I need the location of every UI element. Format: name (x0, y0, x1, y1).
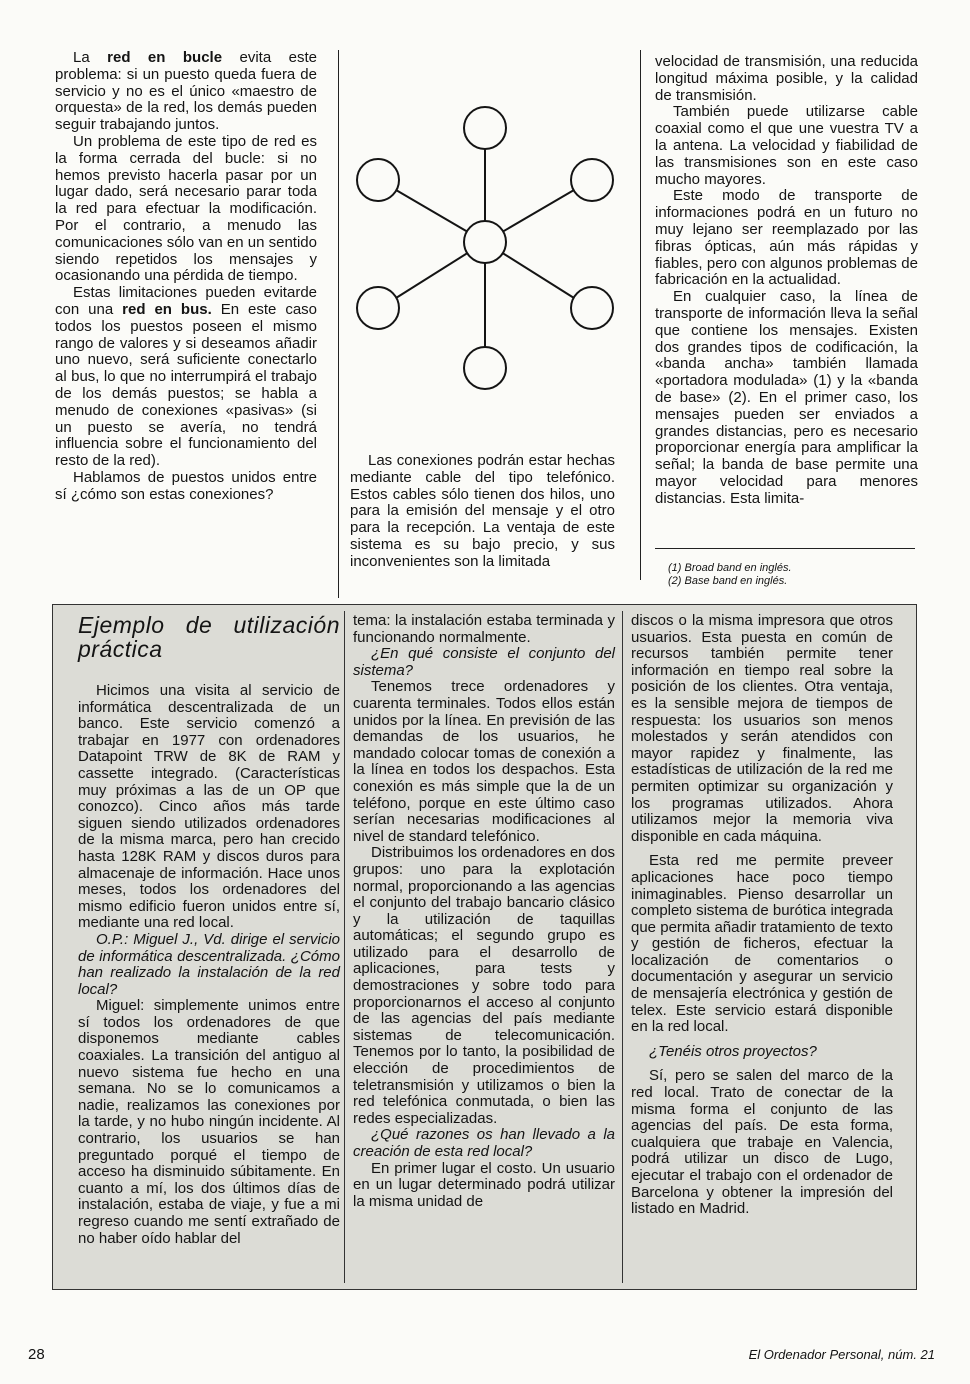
interview-question: ¿En qué consiste el conjunto del sistema? (353, 645, 615, 679)
paragraph: En primer lugar el costo. Un usuario en un lugar determinado podrá utilizar la misma unidad de (353, 1159, 615, 1210)
page-number: 28 (28, 1346, 45, 1363)
paragraph: La red en bucle evita este problema: si un puesto queda fuera de servicio y no es el único «maestro de orquesta» de la red, los demás pueden seguir trabajando juntos. (55, 49, 317, 134)
column-rule (344, 611, 345, 1283)
footnote: (1) Broad band en inglés. (668, 562, 792, 574)
interview-question: O.P.: Miguel J., Vd. dirige el servicio de informática descentralizada. ¿Cómo han realizado la instalación de la red local? (78, 930, 340, 998)
footnote-rule (655, 548, 915, 549)
interview-question: ¿Qué razones os han llevado a la creación de esta red local? (353, 1126, 615, 1160)
running-footer: El Ordenador Personal, núm. 21 (748, 1347, 935, 1362)
paragraph: Esta red me permite preveer aplicaciones hace poco tiempo inimaginables. Pienso desarrollar un completo sistema de burótica integrada que permita añadir tratamiento de texto y gestión de ficheros, efectuar la localización de comentarios o documentación y asegurar un servicio de mensajería electrónica y gestión de telex. Este servicio estará disponible en la red local. (631, 852, 893, 1036)
paragraph: Un problema de este tipo de red es la forma cerrada del bucle: si no hemos previsto hacerla pasar por un lugar dado, será necesario parar toda la red para efectuar la modificación. Por el contrario, a menudo las comunicaciones sólo van en un sentido siendo repetidos los mensajes y ocasionando una pérdida de tiempo. (55, 132, 317, 285)
paragraph: discos o la misma impresora que otros usuarios. Esta puesta en común de recursos también permite tener información en tiempo real sobre la posición de los clientes. Otra ventaja, es la sensible mejora de tiempos de respuesta: los usuarios son menos molestados y serán atendidos con mayor rapidez y finalmente, las estadísticas de utilización de la red me permiten optimizar su organización y los programas utilizados. Ahora utilizamos mejor la memoria viva disponible en cada máquina. (631, 612, 893, 845)
paragraph: También puede utilizarse cable coaxial como el que une vuestra TV a la antena. La velocidad y fiabilidad de las transmisiones son en este caso mucho mayores. (655, 103, 918, 188)
network-node (357, 159, 399, 201)
paragraph: Distribuimos los ordenadores en dos grupos: uno para la explotación normal, proporcionando a las agencias el conjunto del trabajo bancario clásico y la utilización de taquillas automáticas; el segundo grupo es utilizado para el desarrollo de aplicaciones, para tests y demostraciones y sobre todo para proporcionarnos el acceso al conjunto de las agencias del país mediante sistemas de telecomunicación. Tenemos por lo tanto, la posibilidad de elección de procedimientos de teletransmisión y utilizamos o bien la red telefónica conmutada, o bien las redes especializadas. (353, 844, 615, 1127)
network-node (464, 347, 506, 389)
paragraph: Hicimos una visita al servicio de informática descentralizada de un banco. Este servicio comenzó a trabajar en 1977 con ordenadores Datapoint TRW de 8K de RAM y cassette integrado. (Características muy próximas a las de un OP que conozco). Cinco años más tarde siguen siendo utilizados ordenadores de la misma marca, pero han crecido hasta 128K RAM y discos duros para almacenaje de información. Hace unos meses, todos los ordenadores del mismo edificio fueron unidos entre sí, mediante una red local. (78, 682, 340, 932)
paragraph: En cualquier caso, la línea de transporte de información lleva la señal que contiene los mensajes. Existen dos grandes tipos de codificación, la «banda ancha» también llamada «portadora modulada» (1) y la «banda de base» (2). En el primer caso, los mensajes pueden ser enviados a grandes distancias, pero es necesario proporcionar energía para amplificar la señal; la banda de base permite una mayor velocidad para menores distancias. Esta limita- (655, 288, 918, 507)
network-hub-node (464, 221, 506, 263)
paragraph: Miguel: simplemente unimos entre sí todos los ordenadores de que disponemos mediante cables coaxiales. La transición del antiguo al nuevo sistema fue hecho en una semana. No se lo comunicamos a nadie, realizamos las conexiones por la tarde, y no hubo ningún incidente. Al contrario, los usuarios se han preguntado porqué el tiempo de acceso ha disminuido súbitamente. En cuanto a mí, los dos últimos días de instalación, estaba de viaje, y fue a mi regreso cuando me sentí extrañado de no haber oído hablar del (78, 997, 340, 1247)
paragraph: Hablamos de puestos unidos entre sí ¿cómo son estas conexiones? (55, 468, 317, 503)
star-network-diagram (352, 96, 618, 396)
network-node (464, 107, 506, 149)
box-column-3 (631, 613, 893, 1218)
footnotes (668, 562, 918, 588)
practical-example-box (52, 604, 917, 1290)
column-rule (338, 50, 339, 598)
network-node (357, 287, 399, 329)
paragraph: Las conexiones podrán estar hechas mediante cable del tipo telefónico. Estos cables sólo tienen dos hilos, uno para la emisión del mensaje y el otro para la recepción. La ventaja de este sistema es su bajo precio, y sus inconvenientes son la limitada (350, 452, 615, 570)
network-node (571, 159, 613, 201)
column-rule (640, 50, 641, 580)
box-column-2 (353, 613, 615, 1210)
paragraph: Estas limitaciones pueden evitarde con una red en bus. En este caso todos los puestos poseen el mismo rango de valores y si deseamos añadir uno nuevo, será suficiente conectarlo al bus, lo que no interrumpirá el trabajo de los demás puestos; se habla a menudo de conexiones «pasivas» (si un puesto se avería, no tendrá influencia sobre el funcionamiento del resto de la red). (55, 284, 318, 470)
article-column-3 (655, 54, 918, 508)
paragraph: Este modo de transporte de informaciones podrá en un futuro no muy lejano ser reemplazado por las fibras ópticas, aún más rápidas y fiables, pero con algunos problemas de fabricación en la actualidad. (655, 187, 918, 289)
box-title: Ejemplo de utilización práctica (78, 612, 340, 662)
paragraph: tema: la instalación estaba terminada y funcionando normalmente. (353, 612, 615, 646)
footnote: (2) Base band en inglés. (668, 575, 788, 587)
paragraph: Sí, pero se salen del marco de la red local. Trato de conectar de la misma forma el conjunto de las agencias del país. De esta forma, cualquiera que trabaje en Valencia, podrá utilizar un disco de Lugo, ejecutar el trabajo con el ordenador de Barcelona y obtener la impresión del listado en Madrid. (631, 1067, 893, 1218)
paragraph: Tenemos trece ordenadores y cuarenta terminales. Todos ellos están unidos por la línea. En previsión de las demandas de los usuarios, he mandado colocar tomas de conexión a la línea en todos los despachos. Esta conexión es más simple que la de un teléfono, porque en este último caso serían necesarias modificaciones al nivel de standard telefónico. (353, 678, 615, 845)
network-node (571, 287, 613, 329)
article-column-1 (55, 50, 317, 504)
column-rule (622, 611, 623, 1283)
box-column-1 (78, 613, 340, 1247)
article-column-2 (350, 453, 615, 571)
paragraph: velocidad de transmisión, una reducida longitud máxima posible, y la calidad de transmisión. (655, 53, 918, 104)
interview-question: ¿Tenéis otros proyectos? (649, 1042, 817, 1060)
